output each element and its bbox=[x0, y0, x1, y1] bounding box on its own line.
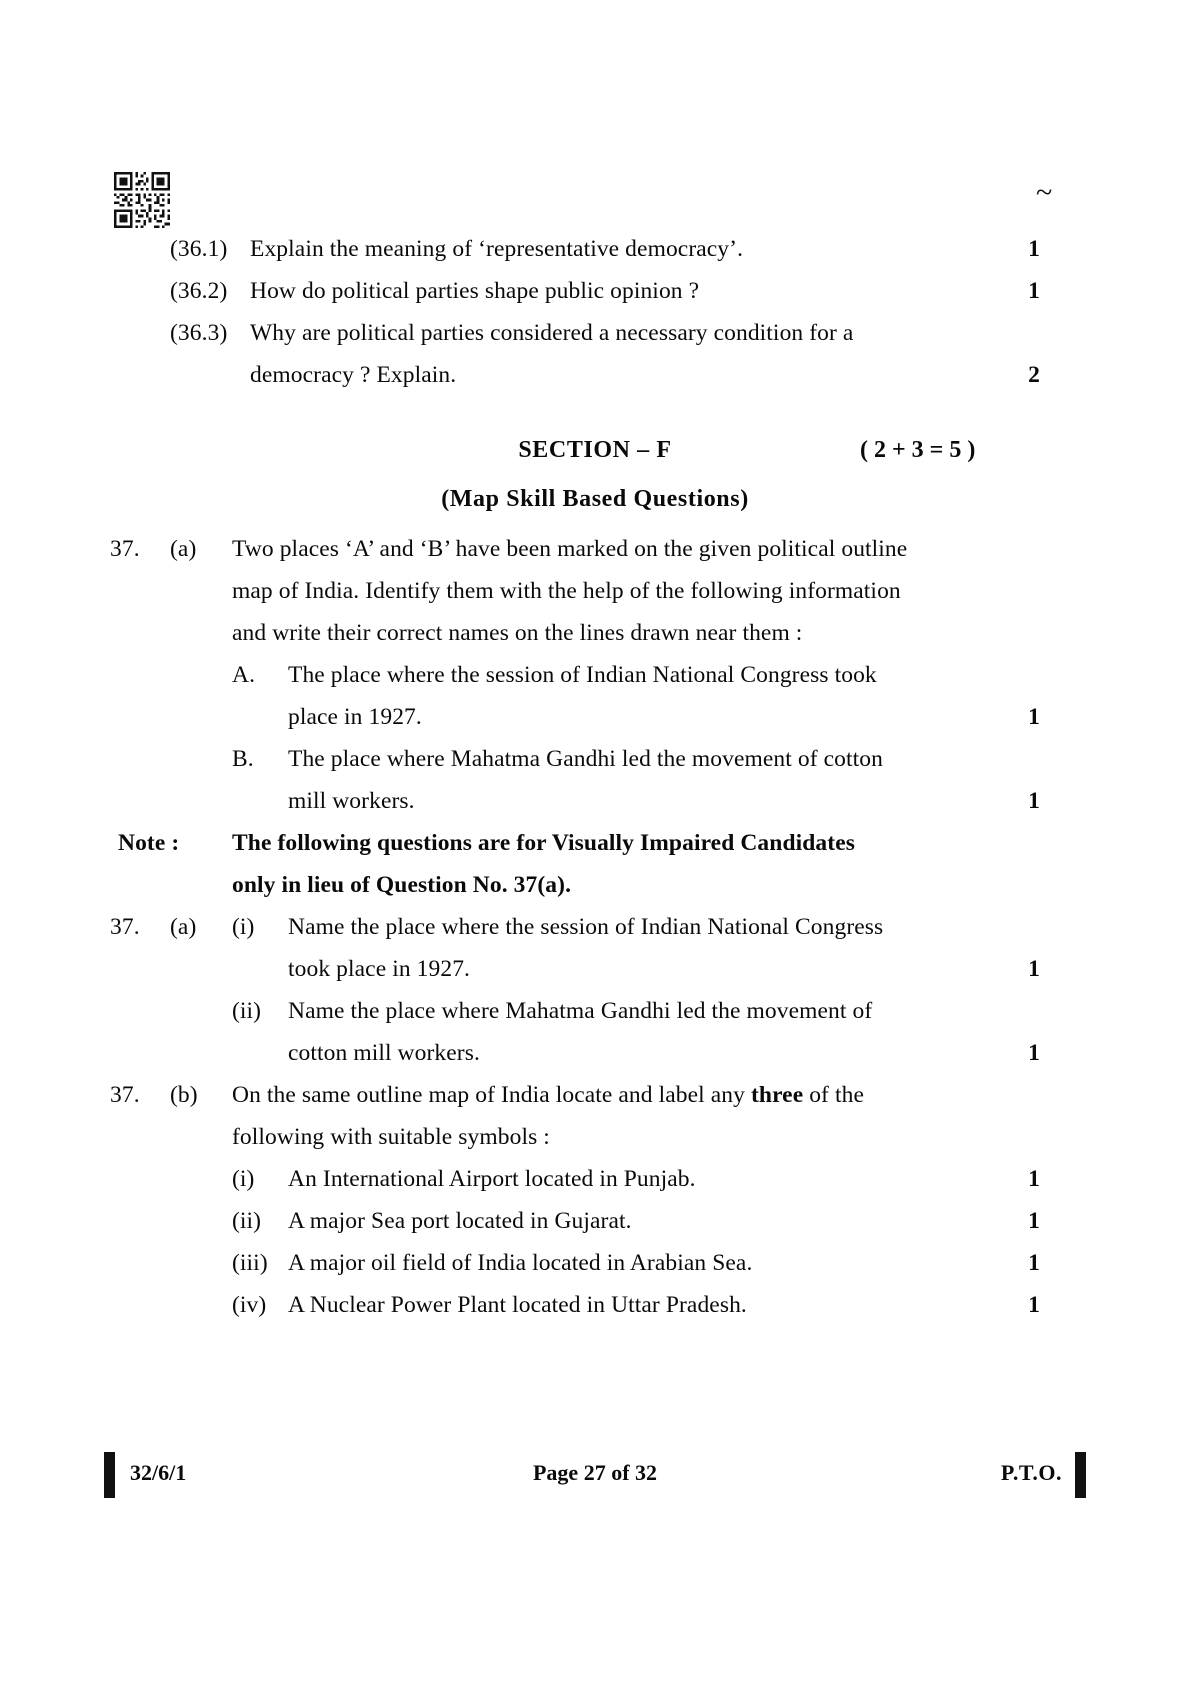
question-37b-item-ii-marker: (ii) bbox=[232, 1208, 262, 1234]
question-36-2-number: (36.2) bbox=[170, 278, 228, 304]
question-37a-item-a-marks: 1 bbox=[1028, 704, 1040, 730]
question-36-2-row bbox=[170, 270, 1040, 312]
question-37a-row bbox=[110, 528, 1040, 570]
question-37b-item-ii-row bbox=[232, 1200, 1040, 1242]
question-37a-vi-item-i-row bbox=[110, 906, 1040, 948]
question-37b-item-iv-marker: (iv) bbox=[232, 1292, 267, 1318]
question-37a-vi-item-i-line-1: Name the place where the session of Indian National Congress bbox=[288, 914, 884, 940]
question-37a-item-a-marker: A. bbox=[232, 662, 256, 688]
question-37a-line-2-row bbox=[232, 570, 1040, 612]
question-36-3-text-line-2: democracy ? Explain. bbox=[250, 362, 457, 388]
question-37b-line-1 bbox=[232, 1074, 1040, 1116]
question-36-1-marks: 1 bbox=[1028, 236, 1040, 262]
note-continuation-row bbox=[232, 864, 1040, 906]
question-36-3-text-line-1: Why are political parties considered a necessary condition for a bbox=[250, 320, 854, 346]
footer-bar-right bbox=[1075, 1452, 1086, 1498]
question-37b-item-i-row bbox=[232, 1158, 1040, 1200]
section-f-title: SECTION – F bbox=[518, 437, 672, 463]
question-37a-item-b-continuation-row bbox=[288, 780, 1040, 822]
question-37b-item-iii-marks: 1 bbox=[1028, 1250, 1040, 1276]
question-37a-line-2: map of India. Identify them with the help of the following information bbox=[232, 578, 901, 604]
question-37b-row bbox=[110, 1074, 1040, 1116]
question-37a-vi-item-i-marker: (i) bbox=[232, 914, 255, 940]
footer-bar-left bbox=[104, 1452, 115, 1498]
note-label: Note : bbox=[118, 830, 180, 856]
question-36-1-text: Explain the meaning of ‘representative democracy’. bbox=[250, 236, 744, 262]
question-37b-line-1-pre: On the same outline map of India locate and label any bbox=[232, 1082, 751, 1108]
question-37a-vi-item-ii-marks: 1 bbox=[1028, 1040, 1040, 1066]
footer-paper-code: 32/6/1 bbox=[130, 1460, 187, 1485]
question-37b-item-iv-marks: 1 bbox=[1028, 1292, 1040, 1318]
qr-code-icon bbox=[114, 172, 170, 228]
question-37a-item-b-row bbox=[232, 738, 1040, 780]
question-37a-item-b-marker: B. bbox=[232, 746, 254, 772]
question-37a-item-b-line-1: The place where Mahatma Gandhi led the movement of cotton bbox=[288, 746, 883, 772]
question-37a-vi-item-ii-marker: (ii) bbox=[232, 998, 262, 1024]
question-37a-vi-label: (a) bbox=[170, 914, 197, 940]
question-37b-item-ii-text: A major Sea port located in Gujarat. bbox=[288, 1208, 632, 1234]
question-37b-item-iii-text: A major oil field of India located in Arabian Sea. bbox=[288, 1250, 753, 1276]
page-footer bbox=[118, 1452, 1072, 1498]
question-37a-line-1: Two places ‘A’ and ‘B’ have been marked on the given political outline bbox=[232, 536, 908, 562]
question-36-2-text: How do political parties shape public opinion ? bbox=[250, 278, 700, 304]
question-37a-vi-item-i-line-2: took place in 1927. bbox=[288, 956, 471, 982]
section-f-marks: ( 2 + 3 = 5 ) bbox=[860, 437, 976, 463]
question-37a-item-a-continuation-row bbox=[288, 696, 1040, 738]
question-37b-number: 37. bbox=[110, 1082, 140, 1108]
question-37b-line-1-post: of the bbox=[803, 1082, 864, 1108]
question-36-1-row bbox=[170, 228, 1040, 270]
question-37a-number: 37. bbox=[110, 536, 140, 562]
question-36-2-marks: 1 bbox=[1028, 278, 1040, 304]
question-37b-item-iii-row bbox=[232, 1242, 1040, 1284]
question-36-3-row bbox=[170, 312, 1040, 354]
corner-tilde-mark: ~ bbox=[1036, 176, 1053, 209]
question-37a-vi-item-ii-line-1: Name the place where Mahatma Gandhi led the movement of bbox=[288, 998, 873, 1024]
question-37a-vi-item-i-marks: 1 bbox=[1028, 956, 1040, 982]
question-37b-line-2: following with suitable symbols : bbox=[232, 1124, 550, 1150]
question-36-3-number: (36.3) bbox=[170, 320, 228, 346]
question-37b-line-2-row bbox=[232, 1116, 1040, 1158]
note-line-2: only in lieu of Question No. 37(a). bbox=[232, 872, 572, 898]
question-37a-item-a-row bbox=[232, 654, 1040, 696]
footer-pto-label: P.T.O. bbox=[1000, 1460, 1062, 1485]
question-37b-item-ii-marks: 1 bbox=[1028, 1208, 1040, 1234]
question-36-3-continuation-row bbox=[250, 354, 1040, 396]
question-37a-label: (a) bbox=[170, 536, 197, 562]
question-37b-item-i-text: An International Airport located in Punjab. bbox=[288, 1166, 696, 1192]
question-37a-vi-item-i-continuation-row bbox=[288, 948, 1040, 990]
note-line-1: The following questions are for Visually Impaired Candidates bbox=[232, 830, 855, 856]
question-37a-vi-item-ii-continuation-row bbox=[288, 1032, 1040, 1074]
question-37b-item-iv-row bbox=[232, 1284, 1040, 1326]
question-37b-item-iv-text: A Nuclear Power Plant located in Uttar Pradesh. bbox=[288, 1292, 747, 1318]
question-37b-label: (b) bbox=[170, 1082, 198, 1108]
question-37a-line-3: and write their correct names on the lines drawn near them : bbox=[232, 620, 803, 646]
question-37a-item-b-line-2: mill workers. bbox=[288, 788, 415, 814]
question-37a-line-3-row bbox=[232, 612, 1040, 654]
question-37a-vi-item-ii-row bbox=[232, 990, 1040, 1032]
question-37b-item-i-marker: (i) bbox=[232, 1166, 255, 1192]
question-37a-vi-item-ii-line-2: cotton mill workers. bbox=[288, 1040, 480, 1066]
question-37b-line-1-emphasis: three bbox=[750, 1082, 804, 1108]
section-f-subtitle: (Map Skill Based Questions) bbox=[441, 486, 749, 512]
question-37a-item-a-line-2: place in 1927. bbox=[288, 704, 422, 730]
question-37b-item-i-marks: 1 bbox=[1028, 1166, 1040, 1192]
question-36-1-number: (36.1) bbox=[170, 236, 228, 262]
question-37a-item-a-line-1: The place where the session of Indian National Congress took bbox=[288, 662, 877, 688]
question-37a-vi-number: 37. bbox=[110, 914, 140, 940]
question-37a-item-b-marks: 1 bbox=[1028, 788, 1040, 814]
question-37b-item-iii-marker: (iii) bbox=[232, 1250, 268, 1276]
footer-page-number: Page 27 of 32 bbox=[532, 1460, 658, 1485]
note-row bbox=[118, 822, 1040, 864]
question-36-3-marks: 2 bbox=[1028, 362, 1040, 388]
